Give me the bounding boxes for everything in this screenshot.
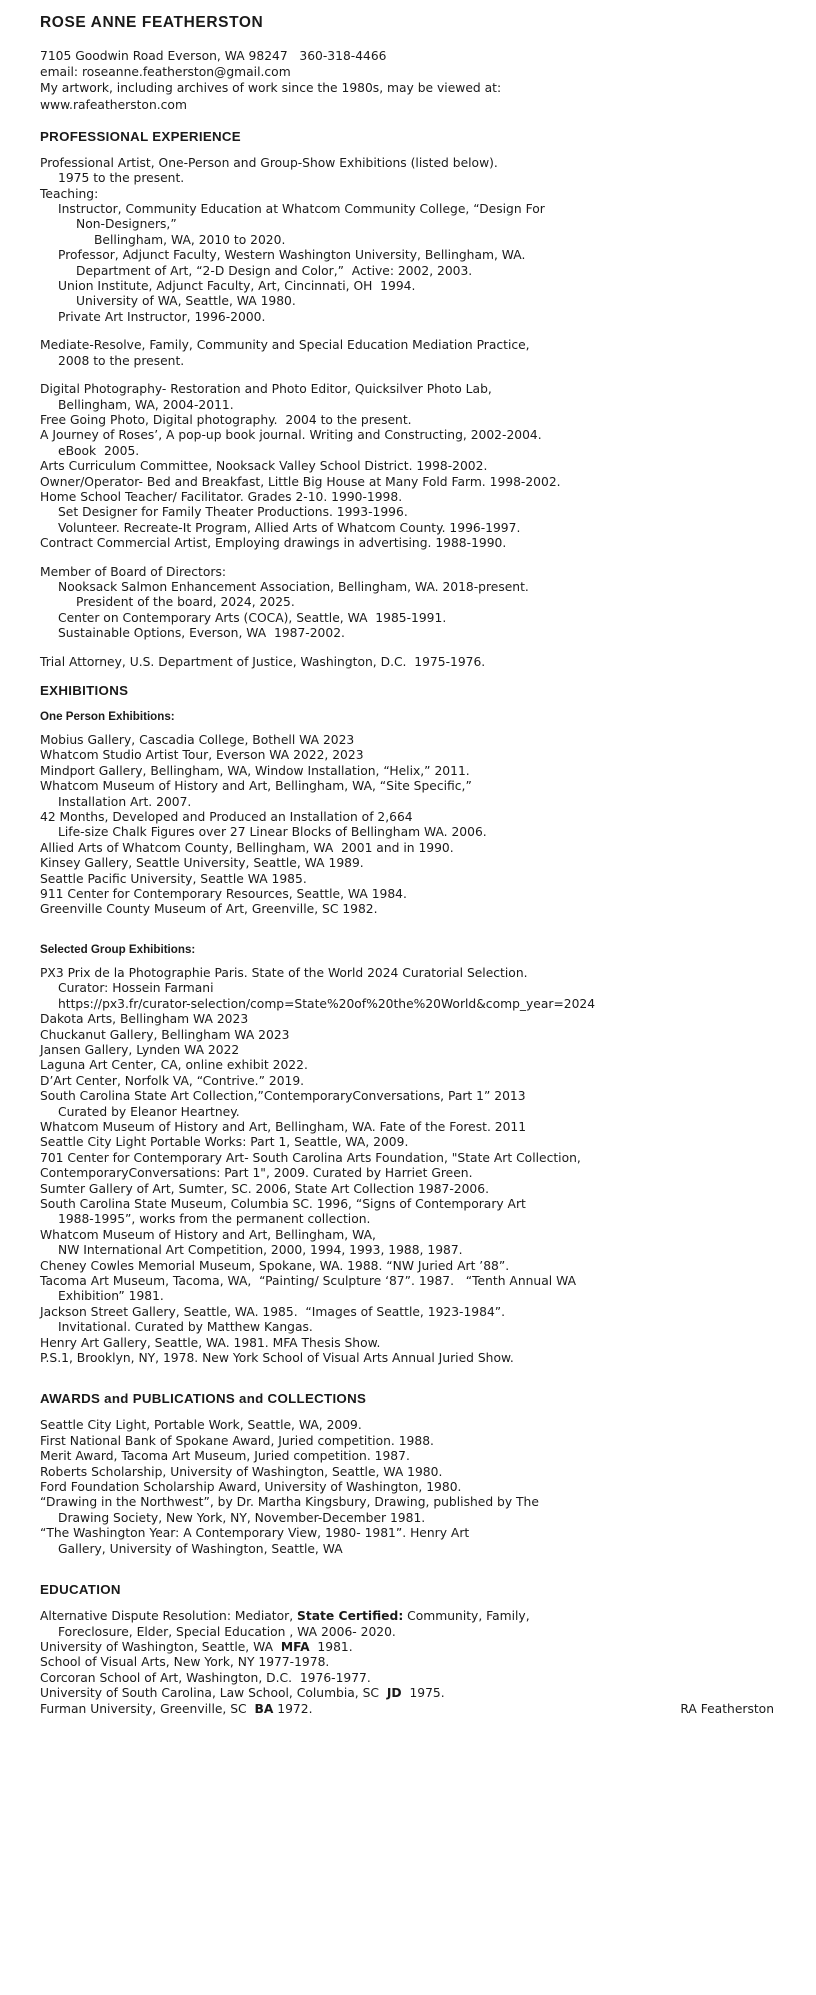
resume-line: Ford Foundation Scholarship Award, University of Washington, 1980.	[40, 1480, 462, 1495]
contact-website: www.rafeatherston.com	[40, 97, 187, 112]
resume-line: Curated by Eleanor Heartney.	[58, 1104, 240, 1119]
resume-line: Department of Art, “2-D Design and Color,” Active: 2002, 2003.	[76, 263, 473, 278]
resume-line: Installation Art. 2007.	[58, 794, 192, 809]
resume-line: ContemporaryConversations: Part 1", 2009. Curated by Harriet Green.	[40, 1166, 473, 1181]
resume-line: Bellingham, WA, 2010 to 2020.	[94, 232, 286, 247]
resume-line: Jansen Gallery, Lynden WA 2022	[40, 1042, 240, 1057]
resume-line: Whatcom Museum of History and Art, Bellingham, WA,	[40, 1227, 376, 1242]
resume-line: University of WA, Seattle, WA 1980.	[76, 294, 296, 309]
page-title: ROSE ANNE FEATHERSTON	[40, 14, 264, 31]
resume-line: Sustainable Options, Everson, WA 1987-2002.	[58, 626, 345, 641]
resume-line: 701 Center for Contemporary Art- South Carolina Arts Foundation, "State Art Collection,	[40, 1150, 581, 1165]
resume-line: Nooksack Salmon Enhancement Association, Bellingham, WA. 2018-present.	[58, 579, 529, 594]
resume-line: Arts Curriculum Committee, Nooksack Valley School District. 1998-2002.	[40, 459, 488, 474]
resume-line: 2008 to the present.	[58, 353, 185, 368]
resume-line: 1975 to the present.	[58, 171, 185, 186]
resume-line: President of the board, 2024, 2025.	[76, 595, 295, 610]
resume-line: Exhibition” 1981.	[58, 1289, 164, 1304]
resume-line: Member of Board of Directors:	[40, 564, 227, 579]
resume-line: Sumter Gallery of Art, Sumter, SC. 2006, State Art Collection 1987-2006.	[40, 1181, 489, 1196]
resume-line: Mobius Gallery, Cascadia College, Bothell WA 2023	[40, 733, 355, 747]
plain-text: 1981.	[309, 1639, 353, 1654]
subsection-heading-one-person: One Person Exhibitions:	[40, 710, 175, 723]
resume-line: NW International Art Competition, 2000, 1994, 1993, 1988, 1987.	[58, 1243, 463, 1258]
plain-text: School of Visual Arts, New York, NY 1977-1978.	[40, 1655, 330, 1670]
resume-line: First National Bank of Spokane Award, Juried competition. 1988.	[40, 1433, 434, 1448]
plain-text: Community, Family,	[403, 1609, 530, 1624]
plain-text: Furman University, Greenville, SC	[40, 1701, 255, 1716]
resume-line: Greenville County Museum of Art, Greenville, SC 1982.	[40, 902, 378, 917]
plain-text: Foreclosure, Elder, Special Education , WA 2006- 2020.	[58, 1624, 396, 1639]
resume-line: South Carolina State Museum, Columbia SC. 1996, “Signs of Contemporary Art	[40, 1196, 526, 1211]
resume-line: Professor, Adjunct Faculty, Western Washington University, Bellingham, WA.	[58, 248, 526, 263]
plain-text: 1975.	[401, 1686, 445, 1701]
resume-line: Curator: Hossein Farmani	[58, 981, 214, 996]
group-exhibition-list	[40, 966, 776, 1367]
resume-line: Mindport Gallery, Bellingham, WA, Window Installation, “Helix,” 2011.	[40, 763, 470, 778]
one-person-exhibition-list	[40, 733, 776, 918]
section-heading-professional-experience: PROFESSIONAL EXPERIENCE	[40, 128, 241, 144]
resume-line: 42 Months, Developed and Produced an Installation of 2,664	[40, 810, 413, 825]
resume-line: Center on Contemporary Arts (COCA), Seattle, WA 1985-1991.	[58, 610, 447, 625]
resume-line: Invitational. Curated by Matthew Kangas.	[58, 1320, 313, 1335]
signature: RA Featherston	[680, 1701, 774, 1716]
resume-line: Home School Teacher/ Facilitator. Grades 2-10. 1990-1998.	[40, 489, 403, 504]
resume-line	[40, 1640, 776, 1655]
plain-text: Corcoran School of Art, Washington, D.C. 1976-1977.	[40, 1670, 371, 1685]
resume-line: Whatcom Museum of History and Art, Bellingham, WA, “Site Specific,”	[40, 779, 472, 794]
section-heading-education: EDUCATION	[40, 1582, 121, 1598]
resume-line: P.S.1, Brooklyn, NY, 1978. New York School of Visual Arts Annual Juried Show.	[40, 1351, 514, 1366]
resume-line: Non-Designers,”	[76, 217, 177, 232]
experience-group-boards	[40, 565, 776, 642]
resume-line: Free Going Photo, Digital photography. 2004 to the present.	[40, 412, 412, 427]
resume-line: Allied Arts of Whatcom County, Bellingham, WA 2001 and in 1990.	[40, 840, 454, 855]
subsection-heading-group: Selected Group Exhibitions:	[40, 942, 196, 956]
resume-line: A Journey of Roses’, A pop-up book journal. Writing and Constructing, 2002-2004.	[40, 428, 542, 443]
resume-line: Set Designer for Family Theater Productions. 1993-1996.	[58, 505, 408, 520]
experience-group-attorney	[40, 655, 776, 670]
experience-group-artist-teaching	[40, 156, 776, 325]
contact-line: 7105 Goodwin Road Everson, WA 98247 360-318-4466	[40, 49, 387, 63]
resume-line: South Carolina State Art Collection,”ContemporaryConversations, Part 1” 2013	[40, 1089, 526, 1104]
plain-text: Alternative Dispute Resolution: Mediator,	[40, 1609, 298, 1624]
resume-line: Owner/Operator- Bed and Breakfast, Little Big House at Many Fold Farm. 1998-2002.	[40, 474, 561, 489]
resume-line: https://px3.fr/curator-selection/comp=State%20of%20the%20World&comp_year=2024	[58, 996, 596, 1011]
resume-line: “Drawing in the Northwest”, by Dr. Martha Kingsbury, Drawing, published by The	[40, 1495, 539, 1510]
resume-line: 1988-1995”, works from the permanent collection.	[58, 1212, 371, 1227]
resume-line	[40, 1609, 776, 1624]
resume-line	[40, 1625, 776, 1640]
resume-line: eBook 2005.	[58, 443, 140, 458]
resume-line: Union Institute, Adjunct Faculty, Art, Cincinnati, OH 1994.	[58, 279, 416, 294]
emphasis-text: JD	[386, 1686, 402, 1701]
resume-line: Jackson Street Gallery, Seattle, WA. 1985. “Images of Seattle, 1923-1984”.	[40, 1304, 506, 1319]
resume-line: Trial Attorney, U.S. Department of Justice, Washington, D.C. 1975-1976.	[40, 654, 486, 669]
resume-line: Teaching:	[40, 186, 99, 201]
emphasis-text: BA	[254, 1701, 274, 1716]
resume-line: Chuckanut Gallery, Bellingham WA 2023	[40, 1027, 290, 1042]
emphasis-text: State Certified:	[297, 1609, 404, 1624]
resume-line: Contract Commercial Artist, Employing drawings in advertising. 1988-1990.	[40, 536, 507, 551]
resume-line: Professional Artist, One-Person and Group-Show Exhibitions (listed below).	[40, 155, 498, 170]
emphasis-text: MFA	[280, 1639, 310, 1654]
resume-line: Merit Award, Tacoma Art Museum, Juried competition. 1987.	[40, 1449, 410, 1464]
plain-text: 1972.	[273, 1701, 313, 1716]
resume-line: Instructor, Community Education at Whatcom Community College, “Design For	[58, 202, 545, 217]
resume-line: Seattle Pacific University, Seattle WA 1985.	[40, 871, 307, 886]
resume-line: Laguna Art Center, CA, online exhibit 2022.	[40, 1058, 308, 1073]
resume-line: Drawing Society, New York, NY, November-December 1981.	[58, 1510, 426, 1525]
resume-line	[40, 1686, 776, 1701]
resume-line: Whatcom Studio Artist Tour, Everson WA 2022, 2023	[40, 748, 364, 763]
contact-block	[40, 48, 776, 113]
section-heading-awards: AWARDS and PUBLICATIONS and COLLECTIONS	[40, 1391, 367, 1407]
resume-line: Tacoma Art Museum, Tacoma, WA, “Painting/ Sculpture ‘87”. 1987. “Tenth Annual WA	[40, 1274, 576, 1288]
plain-text: University of South Carolina, Law School, Columbia, SC	[40, 1686, 387, 1701]
resume-line: D’Art Center, Norfolk VA, “Contrive.” 2019.	[40, 1073, 305, 1088]
resume-line: Seattle City Light, Portable Work, Seattle, WA, 2009.	[40, 1418, 362, 1433]
resume-line: Henry Art Gallery, Seattle, WA. 1981. MFA Thesis Show.	[40, 1335, 381, 1350]
resume-line: Digital Photography- Restoration and Photo Editor, Quicksilver Photo Lab,	[40, 382, 492, 397]
resume-line: PX3 Prix de la Photographie Paris. State of the World 2024 Curatorial Selection.	[40, 965, 528, 980]
contact-note: My artwork, including archives of work since the 1980s, may be viewed at:	[40, 81, 502, 96]
resume-line: Life-size Chalk Figures over 27 Linear Blocks of Bellingham WA. 2006.	[58, 825, 487, 840]
resume-line: Cheney Cowles Memorial Museum, Spokane, WA. 1988. “NW Juried Art ’88”.	[40, 1258, 510, 1273]
plain-text: University of Washington, Seattle, WA	[40, 1639, 281, 1654]
experience-group-other	[40, 382, 776, 551]
resume-line: Seattle City Light Portable Works: Part 1, Seattle, WA, 2009.	[40, 1135, 409, 1150]
resume-line: 911 Center for Contemporary Resources, Seattle, WA 1984.	[40, 887, 407, 902]
awards-list	[40, 1418, 776, 1557]
experience-group-mediation	[40, 338, 776, 369]
resume-line: Volunteer. Recreate-It Program, Allied Arts of Whatcom County. 1996-1997.	[58, 520, 521, 535]
resume-line: Dakota Arts, Bellingham WA 2023	[40, 1012, 249, 1027]
section-heading-exhibitions: EXHIBITIONS	[40, 683, 129, 698]
resume-line	[40, 1655, 776, 1670]
contact-email: email: roseanne.featherston@gmail.com	[40, 65, 291, 80]
resume-line: Whatcom Museum of History and Art, Bellingham, WA. Fate of the Forest. 2011	[40, 1119, 527, 1134]
resume-line: “The Washington Year: A Contemporary View, 1980- 1981”. Henry Art	[40, 1526, 470, 1541]
resume-line: Mediate-Resolve, Family, Community and Special Education Mediation Practice,	[40, 338, 530, 353]
resume-line: Bellingham, WA, 2004-2011.	[58, 397, 234, 412]
resume-line: Gallery, University of Washington, Seattle, WA	[58, 1541, 343, 1556]
resume-line: Roberts Scholarship, University of Washington, Seattle, WA 1980.	[40, 1464, 443, 1479]
resume-line	[40, 1671, 776, 1686]
resume-line: Private Art Instructor, 1996-2000.	[58, 309, 266, 324]
resume-line: Kinsey Gallery, Seattle University, Seattle, WA 1989.	[40, 856, 364, 871]
